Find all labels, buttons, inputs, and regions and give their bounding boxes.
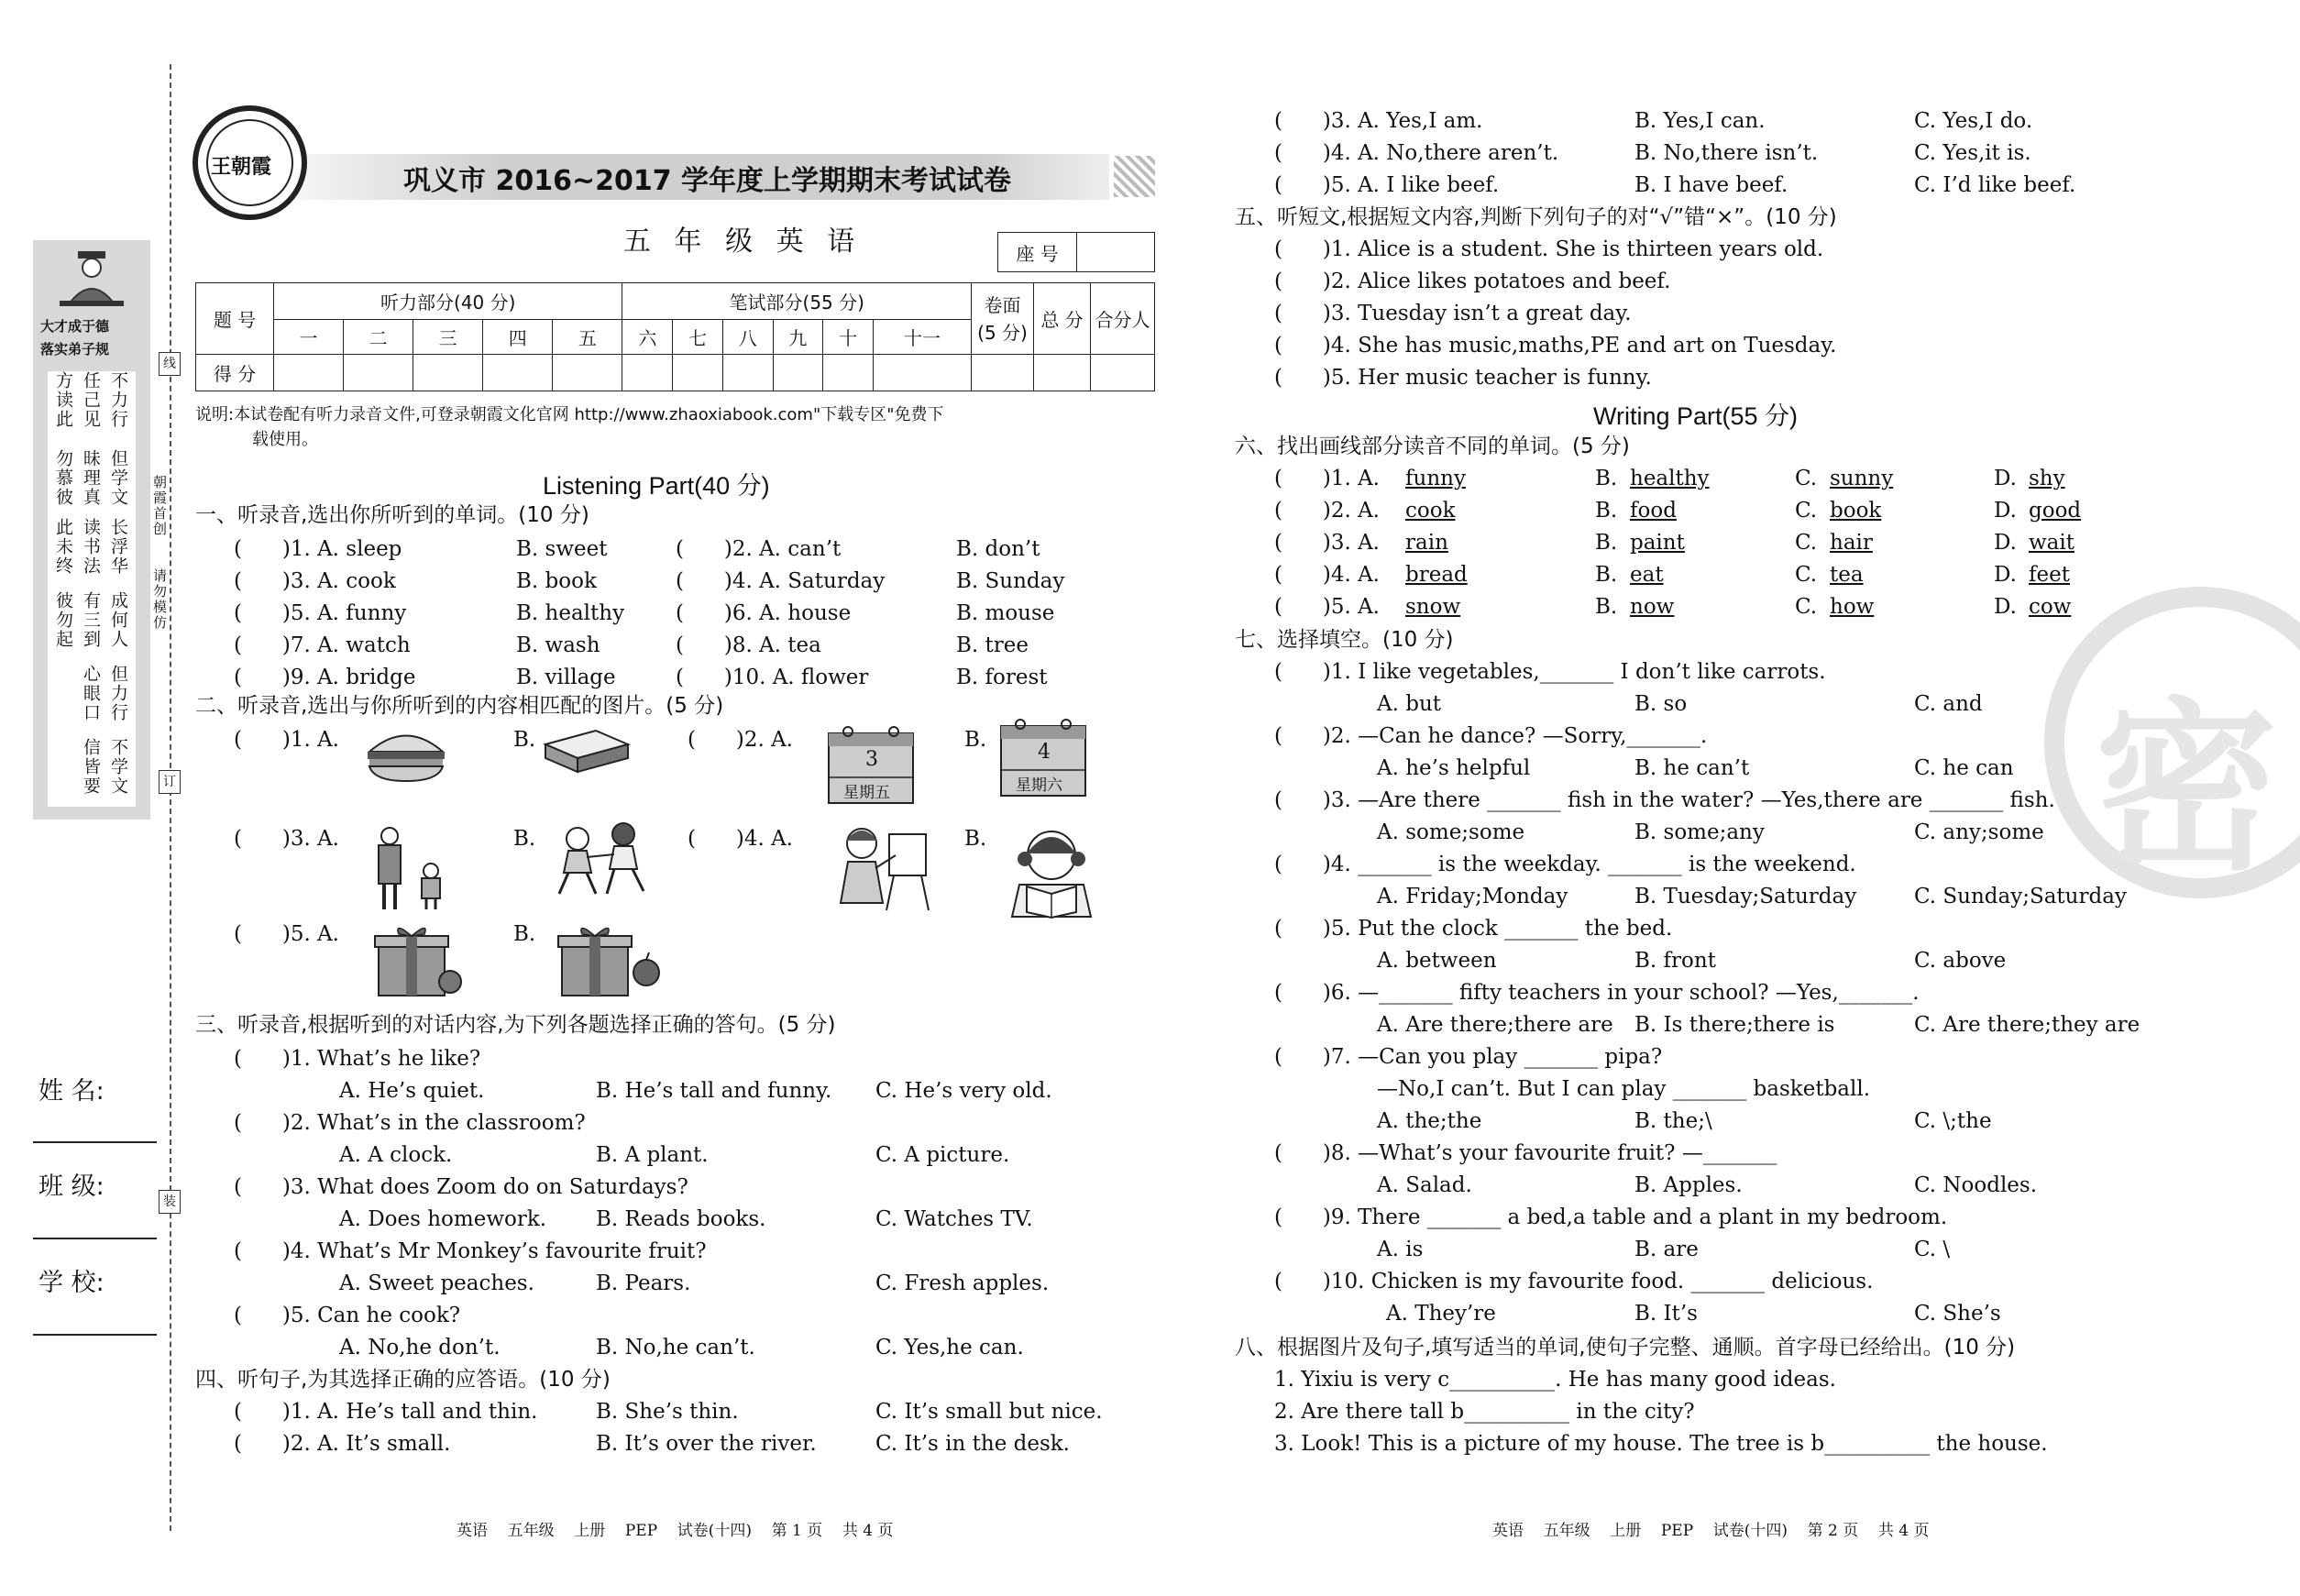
s7-option-b: B. he can’t	[1634, 756, 1750, 780]
col-number: 八	[722, 320, 773, 355]
s5-item[interactable]: ( )1. Alice is a student. She is thirteen years old.	[1274, 237, 1824, 261]
s3-option-a: A. Does homework.	[339, 1207, 547, 1231]
s2-question: ( )5. A.	[234, 922, 339, 946]
col-number: 十	[823, 320, 874, 355]
girl-reading-picture	[999, 820, 1105, 925]
s1-option-b: B. Sunday	[956, 569, 1065, 593]
calendar-saturday-icon	[997, 715, 1089, 803]
motto-col: 不学文	[108, 738, 128, 796]
s6-option-d: cow	[2029, 595, 2072, 619]
s6-option-a: rain	[1405, 531, 1448, 555]
s7-question[interactable]: ( )5. Put the clock _______ the bed.	[1274, 917, 1673, 941]
s6-option-b: eat	[1630, 563, 1664, 587]
page-2-footer: 英语 五年级 上册 PEP 试卷(十四) 第 2 页 共 4 页	[1492, 1522, 1930, 1540]
s7-option-c: C. above	[1914, 949, 2007, 973]
title-band-pattern	[1114, 156, 1155, 197]
s1-option-b: B. forest	[956, 666, 1048, 689]
s3-option-c: C. Yes,he can.	[875, 1336, 1024, 1359]
s3-option-c: C. He’s very old.	[875, 1079, 1052, 1103]
s6-option-c-label: C.	[1795, 499, 1824, 523]
s3-question[interactable]: ( )2. What’s in the classroom?	[234, 1111, 586, 1135]
s6-option-b-label: B.	[1595, 595, 1624, 619]
s6-option-d: shy	[2029, 467, 2065, 490]
s4-option-c: C. It’s small but nice.	[875, 1400, 1103, 1424]
school-label: 学 校:	[39, 1269, 105, 1297]
s6-item[interactable]: ( )2. A.	[1274, 499, 1380, 523]
class-field[interactable]	[33, 1238, 157, 1239]
s7-option-a: A. he’s helpful	[1377, 756, 1531, 780]
s4-item[interactable]: ( )5. A. I like beef.	[1274, 173, 1500, 197]
s1-item-right[interactable]: ( )8. A. tea	[676, 633, 821, 657]
s1-item-left[interactable]: ( )9. A. bridge	[234, 666, 416, 689]
score-cell[interactable]	[274, 355, 344, 391]
confidential-stamp-char: 密	[2095, 682, 2279, 896]
tall-man-and-boy-picture	[367, 825, 458, 916]
s7-question[interactable]: ( )2. —Can he dance? —Sorry,_______.	[1274, 724, 1708, 748]
s6-option-c-label: C.	[1795, 531, 1824, 555]
s4-option-b: B. Yes,I can.	[1634, 109, 1766, 133]
note-line-1: 说明:本试卷配有听力录音文件,可登录朝霞文化官网 http://www.zhaoxiabook.com"下载专区"免费下	[195, 405, 944, 424]
score-table	[195, 282, 1155, 391]
s6-option-b: food	[1630, 499, 1677, 523]
s4-option-b: B. It’s over the river.	[596, 1432, 817, 1456]
motto-col: 长浮华	[108, 518, 128, 576]
s7-option-a: A. but	[1377, 692, 1442, 716]
s3-option-a: A. A clock.	[339, 1143, 453, 1167]
s3-option-a: A. No,he don’t.	[339, 1336, 501, 1359]
side-mark: 线	[159, 352, 181, 376]
s6-option-d-label: D.	[1994, 563, 2024, 587]
s1-item-left[interactable]: ( )3. A. cook	[234, 569, 396, 593]
seat-value[interactable]	[1077, 233, 1155, 272]
s1-item-left[interactable]: ( )1. A. sleep	[234, 537, 402, 561]
exam-title: 巩义市 2016~2017 学年度上学期期末考试试卷	[403, 165, 1012, 197]
gift-box-apple-picture	[555, 921, 665, 1003]
s5-item[interactable]: ( )2. Alice likes potatoes and beef.	[1274, 270, 1671, 293]
section-2-title: 二、听录音,选出与你所听到的内容相匹配的图片。(5 分)	[195, 694, 724, 718]
s6-option-c: book	[1830, 499, 1882, 523]
s7-option-c: C. \;the	[1914, 1109, 1992, 1133]
motto-title-2: 落实弟子规	[40, 341, 110, 358]
s8-item[interactable]: 3. Look! This is a picture of my house. The tree is b__________ the house.	[1274, 1432, 2048, 1456]
section-7-title: 七、选择填空。(10 分)	[1235, 628, 1454, 652]
s6-option-b-label: B.	[1595, 467, 1624, 490]
s4-item[interactable]: ( )1. A. He’s tall and thin.	[234, 1400, 538, 1424]
children-playing-picture	[541, 816, 660, 902]
writing-header: 笔试部分(55 分)	[622, 283, 972, 320]
s6-option-d: wait	[2029, 531, 2074, 555]
side-note: 请勿模仿	[151, 568, 168, 631]
s1-item-right[interactable]: ( )2. A. can’t	[676, 537, 842, 561]
s6-option-a: snow	[1405, 595, 1461, 619]
side-mark: 装	[159, 1190, 181, 1214]
s1-item-right[interactable]: ( )10. A. flower	[676, 666, 869, 689]
s1-option-b: B. mouse	[956, 601, 1055, 625]
score-cell[interactable]	[673, 355, 723, 391]
s6-option-c: sunny	[1830, 467, 1894, 490]
s4-option-b: B. I have beef.	[1634, 173, 1788, 197]
s2-question: ( )4. A.	[688, 827, 793, 851]
s6-option-d-label: D.	[1994, 499, 2024, 523]
s4-option-b: B. She’s thin.	[596, 1400, 739, 1424]
calendar-date: 4	[1038, 741, 1051, 764]
s6-option-d: good	[2029, 499, 2082, 523]
s5-item[interactable]: ( )5. Her music teacher is funny.	[1274, 366, 1652, 390]
s7-option-b: B. It’s	[1634, 1302, 1698, 1326]
s6-item[interactable]: ( )4. A.	[1274, 563, 1380, 587]
calendar-weekday: 星期六	[1016, 776, 1062, 795]
motto-col: 勿慕彼	[53, 449, 73, 507]
calendar-friday-icon	[825, 722, 917, 810]
s2-option-b: B.	[513, 827, 536, 851]
s3-option-c: C. Fresh apples.	[875, 1271, 1050, 1295]
side-mark: 订	[159, 770, 181, 794]
s7-option-a: A. Are there;there are	[1377, 1013, 1613, 1037]
s7-option-c: C. Are there;they are	[1914, 1013, 2140, 1037]
s1-item-right[interactable]: ( )6. A. house	[676, 601, 852, 625]
s8-item[interactable]: 1. Yixiu is very c__________. He has many good ideas.	[1274, 1368, 1836, 1392]
s1-option-b: B. sweet	[516, 537, 608, 561]
s4-option-c: C. Yes,it is.	[1914, 141, 2031, 165]
s2-option-b: B.	[513, 922, 536, 946]
s1-option-b: B. don’t	[956, 537, 1040, 561]
s6-option-c: tea	[1830, 563, 1864, 587]
seat-number-box	[997, 232, 1155, 272]
motto-col: 信皆要	[81, 738, 101, 796]
s3-option-a: A. Sweet peaches.	[339, 1271, 534, 1295]
listening-heading: Listening Part(40 分)	[543, 472, 770, 500]
score-cell[interactable]	[1091, 355, 1155, 391]
s3-option-c: C. A picture.	[875, 1143, 1010, 1167]
motto-title-1: 大才成于德	[40, 318, 110, 335]
section-1-title: 一、听录音,选出你所听到的单词。(10 分)	[195, 503, 589, 527]
s7-option-a: A. Friday;Monday	[1377, 885, 1568, 908]
motto-col: 成何人	[108, 591, 128, 649]
s3-option-b: B. Reads books.	[596, 1207, 766, 1231]
s7-option-c: C. and	[1914, 692, 1983, 716]
s2-option-b: B.	[964, 827, 987, 851]
s2-question: ( )2. A.	[688, 728, 793, 752]
s7-question[interactable]: ( )1. I like vegetables,_______ I don’t like carrots.	[1274, 660, 1826, 684]
s6-option-b: now	[1630, 595, 1675, 619]
s6-option-a: bread	[1405, 563, 1468, 587]
s7-option-b: B. Tuesday;Saturday	[1634, 885, 1857, 908]
name-field[interactable]	[33, 1141, 157, 1143]
s1-option-b: B. healthy	[516, 601, 625, 625]
logo-text: 王朝霞	[211, 156, 272, 179]
s1-option-b: B. wash	[516, 633, 600, 657]
s7-option-a: A. They’re	[1386, 1302, 1496, 1326]
s7-option-b: B. so	[1634, 692, 1688, 716]
motto-col: 但力行	[108, 665, 128, 722]
s6-option-b-label: B.	[1595, 499, 1624, 523]
s7-question-cont: —No,I can’t. But I can play _______ basketball.	[1377, 1077, 1871, 1101]
s4-option-c: C. It’s in the desk.	[875, 1432, 1070, 1456]
score-cell[interactable]	[413, 355, 483, 391]
section-5-title: 五、听短文,根据短文内容,判断下列句子的对“√”错“×”。(10 分)	[1235, 205, 1837, 229]
s5-item[interactable]: ( )4. She has music,maths,PE and art on Tuesday.	[1274, 334, 1837, 358]
s2-question: ( )1. A.	[234, 728, 339, 752]
s6-item[interactable]: ( )3. A.	[1274, 531, 1380, 555]
s1-option-b: B. book	[516, 569, 597, 593]
motto-col: 读书法	[81, 518, 101, 576]
s7-question[interactable]: ( )4. _______ is the weekday. _______ is the weekend.	[1274, 853, 1856, 876]
col-number: 二	[344, 320, 413, 355]
s6-option-b: paint	[1630, 531, 1685, 555]
motto-col: 彼勿起	[53, 591, 73, 649]
s7-option-c: C. he can	[1914, 756, 2014, 780]
hamburger-icon	[365, 724, 447, 787]
section-4-title: 四、听句子,为其选择正确的应答语。(10 分)	[195, 1368, 611, 1392]
exam-subtitle: 五 年 级 英 语	[623, 226, 863, 258]
s2-option-b: B.	[964, 728, 987, 752]
s6-option-d-label: D.	[1994, 595, 2024, 619]
score-cell[interactable]	[972, 355, 1034, 391]
score-cell[interactable]	[622, 355, 673, 391]
motto-col: 方读此	[53, 371, 73, 429]
score-cell[interactable]	[722, 355, 773, 391]
col-number: 四	[483, 320, 553, 355]
s4-item[interactable]: ( )4. A. No,there aren’t.	[1274, 141, 1559, 165]
motto-col: 心眼口	[81, 665, 101, 722]
motto-col: 有三到	[81, 591, 101, 649]
section-6-title: 六、找出画线部分读音不同的单词。(5 分)	[1235, 435, 1630, 458]
s7-question[interactable]: ( )6. —_______ fifty teachers in your school? —Yes,_______.	[1274, 981, 1920, 1005]
sandwich-icon	[541, 726, 633, 789]
page-1-footer: 英语 五年级 上册 PEP 试卷(十四) 第 1 页 共 4 页	[457, 1522, 894, 1540]
score-cell[interactable]	[873, 355, 971, 391]
s3-question[interactable]: ( )4. What’s Mr Monkey’s favourite fruit?	[234, 1239, 707, 1263]
s7-question[interactable]: ( )9. There _______ a bed,a table and a plant in my bedroom.	[1274, 1205, 1948, 1229]
col-number: 六	[622, 320, 673, 355]
s6-option-d: feet	[2029, 563, 2070, 587]
s7-question[interactable]: ( )8. —What’s your favourite fruit? —_______	[1274, 1141, 1777, 1165]
s5-item[interactable]: ( )3. Tuesday isn’t a great day.	[1274, 302, 1632, 325]
note-line-2: 载使用。	[252, 430, 318, 449]
s4-option-c: C. Yes,I do.	[1914, 109, 2033, 133]
col-number: 九	[773, 320, 823, 355]
s2-question: ( )3. A.	[234, 827, 339, 851]
s6-option-d-label: D.	[1994, 467, 2024, 490]
motto-col: 但学文	[108, 449, 128, 507]
s7-option-c: C. Noodles.	[1914, 1173, 2038, 1197]
s3-option-b: B. Pears.	[596, 1271, 691, 1295]
binding-line	[170, 64, 171, 1531]
s7-option-a: A. the;the	[1377, 1109, 1482, 1133]
s3-question[interactable]: ( )3. What does Zoom do on Saturdays?	[234, 1175, 688, 1199]
col-number: 五	[553, 320, 622, 355]
s7-option-c: C. Sunday;Saturday	[1914, 885, 2127, 908]
s7-option-a: A. is	[1377, 1238, 1424, 1261]
s7-option-b: B. front	[1634, 949, 1716, 973]
s6-item[interactable]: ( )1. A.	[1274, 467, 1380, 490]
name-label: 姓 名:	[39, 1077, 105, 1106]
motto-col: 此未终	[53, 518, 73, 576]
s3-option-b: B. A plant.	[596, 1143, 709, 1167]
s6-option-c-label: C.	[1795, 595, 1824, 619]
listening-header: 听力部分(40 分)	[274, 283, 622, 320]
s6-option-c-label: C.	[1795, 467, 1824, 490]
s6-option-b-label: B.	[1595, 563, 1624, 587]
s3-option-a: A. He’s quiet.	[339, 1079, 485, 1103]
side-note: 朝霞首创	[151, 475, 168, 537]
motto-col: 昧理真	[81, 449, 101, 507]
s7-option-b: B. are	[1634, 1238, 1699, 1261]
s6-option-d-label: D.	[1994, 531, 2024, 555]
s1-option-b: B. village	[516, 666, 616, 689]
s1-option-b: B. tree	[956, 633, 1029, 657]
s3-option-b: B. He’s tall and funny.	[596, 1079, 832, 1103]
s7-option-a: A. some;some	[1377, 820, 1525, 844]
col-number: 十一	[873, 320, 971, 355]
girl-painting-picture	[830, 820, 935, 916]
s7-question[interactable]: ( )3. —Are there _______ fish in the water? —Yes,there are _______ fish.	[1274, 788, 2055, 812]
calendar-weekday: 星期五	[843, 784, 890, 802]
scholar-figure	[50, 248, 133, 312]
s1-item-right[interactable]: ( )4. A. Saturday	[676, 569, 886, 593]
score-cell[interactable]	[483, 355, 553, 391]
s7-option-c: C. She’s	[1914, 1302, 2001, 1326]
s3-option-c: C. Watches TV.	[875, 1207, 1033, 1231]
col-number: 一	[274, 320, 344, 355]
score-cell[interactable]	[344, 355, 413, 391]
s7-option-a: A. between	[1377, 949, 1497, 973]
seat-label: 座 号	[998, 233, 1077, 272]
row-label-number: 题 号	[196, 283, 274, 355]
s7-option-b: B. the;\	[1634, 1109, 1712, 1133]
neatness-header: 卷面 (5 分)	[972, 283, 1034, 355]
col-number: 七	[673, 320, 723, 355]
s3-option-b: B. No,he can’t.	[596, 1336, 755, 1359]
s6-option-b: healthy	[1630, 467, 1710, 490]
s7-question[interactable]: ( )10. Chicken is my favourite food. _______ delicious.	[1274, 1270, 1874, 1293]
gift-box-picture	[371, 921, 463, 1003]
s7-option-a: A. Salad.	[1377, 1173, 1472, 1197]
score-cell[interactable]	[553, 355, 622, 391]
s6-option-a: funny	[1405, 467, 1466, 490]
s6-option-c: how	[1830, 595, 1875, 619]
s7-option-b: B. some;any	[1634, 820, 1765, 844]
s2-option-b: B.	[513, 728, 536, 752]
s4-option-b: B. No,there isn’t.	[1634, 141, 1819, 165]
s6-item[interactable]: ( )5. A.	[1274, 595, 1380, 619]
motto-col: 任己见	[81, 371, 101, 429]
section-8-title: 八、根据图片及句子,填写适当的单词,使句子完整、通顺。首字母已经给出。(10 分)	[1235, 1336, 2016, 1359]
school-field[interactable]	[33, 1334, 157, 1336]
s4-item[interactable]: ( )2. A. It’s small.	[234, 1432, 451, 1456]
s6-option-c: hair	[1830, 531, 1873, 555]
s7-question[interactable]: ( )7. —Can you play _______ pipa?	[1274, 1045, 1663, 1069]
s7-option-c: C. \	[1914, 1238, 1951, 1261]
s1-item-left[interactable]: ( )5. A. funny	[234, 601, 407, 625]
total-header: 总 分	[1034, 283, 1091, 355]
s6-option-b-label: B.	[1595, 531, 1624, 555]
motto-col: 不力行	[108, 371, 128, 429]
score-cell[interactable]	[1034, 355, 1091, 391]
s4-item[interactable]: ( )3. A. Yes,I am.	[1274, 109, 1483, 133]
score-cell[interactable]	[823, 355, 874, 391]
section-3-title: 三、听录音,根据听到的对话内容,为下列各题选择正确的答句。(5 分)	[195, 1013, 836, 1037]
s6-option-a: cook	[1405, 499, 1456, 523]
checker-header: 合分人	[1091, 283, 1155, 355]
s6-option-c-label: C.	[1795, 563, 1824, 587]
score-cell[interactable]	[773, 355, 823, 391]
calendar-date: 3	[865, 748, 878, 771]
class-label: 班 级:	[39, 1172, 105, 1201]
s7-option-b: B. Is there;there is	[1634, 1013, 1835, 1037]
s4-option-c: C. I’d like beef.	[1914, 173, 2076, 197]
s3-question[interactable]: ( )5. Can he cook?	[234, 1304, 461, 1327]
s1-item-left[interactable]: ( )7. A. watch	[234, 633, 411, 657]
writing-heading: Writing Part(55 分)	[1593, 402, 1799, 430]
row-label-score: 得 分	[196, 355, 274, 391]
s3-question[interactable]: ( )1. What’s he like?	[234, 1047, 481, 1071]
s7-option-c: C. any;some	[1914, 820, 2044, 844]
s8-item[interactable]: 2. Are there tall b__________ in the city?	[1274, 1400, 1695, 1424]
col-number: 三	[413, 320, 483, 355]
s7-option-b: B. Apples.	[1634, 1173, 1743, 1197]
